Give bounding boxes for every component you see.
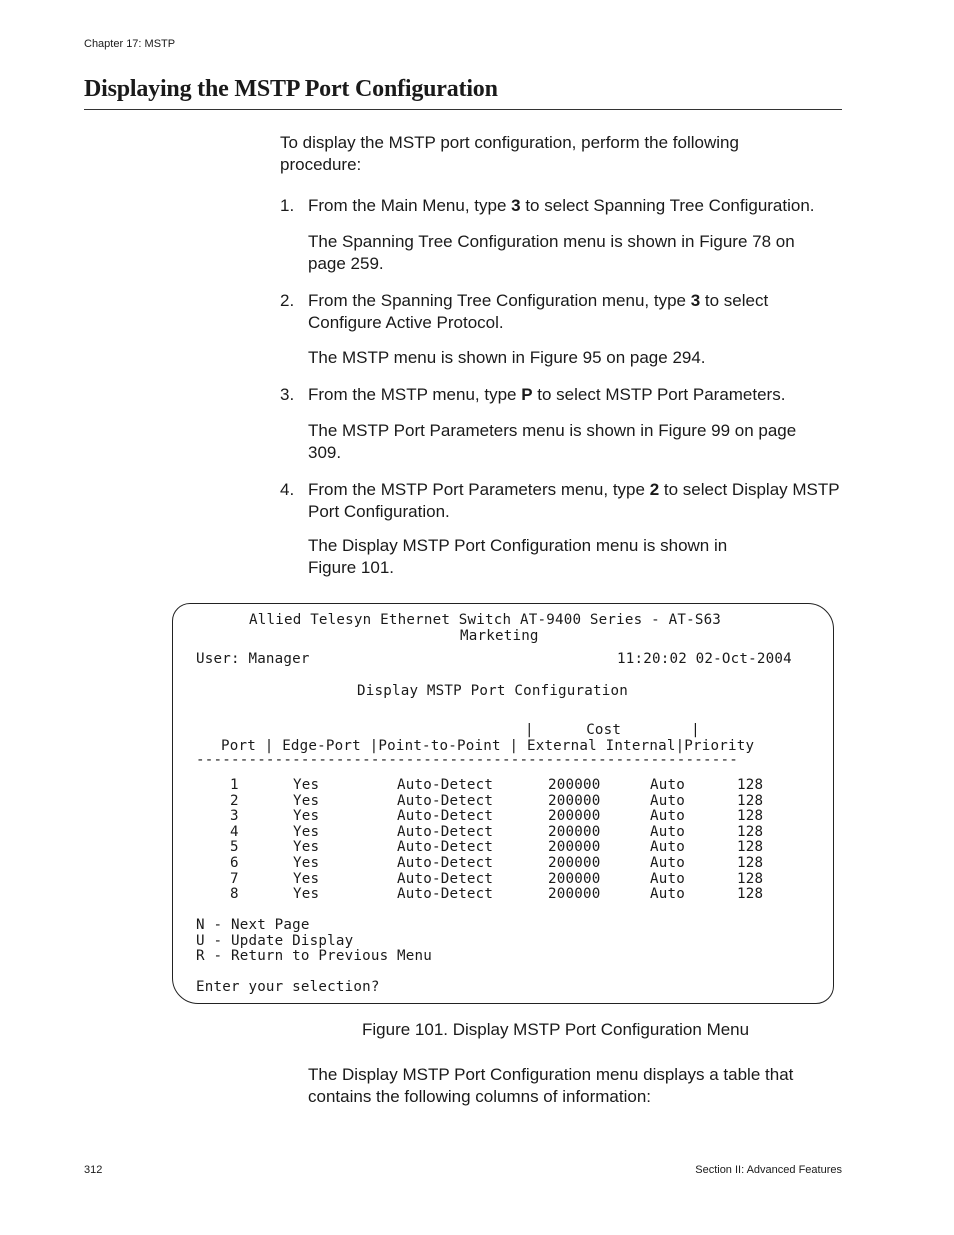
terminal-system-name: Marketing bbox=[460, 628, 539, 644]
internal-cost-cell: Auto bbox=[650, 855, 685, 871]
external-cost-cell: 200000 bbox=[548, 792, 601, 809]
port-cell: 4 bbox=[230, 823, 239, 840]
step-note: The Display MSTP Port Configuration menu is shown in Figure 101. bbox=[308, 536, 728, 577]
port-cell: 7 bbox=[230, 870, 239, 887]
port-cell: 2 bbox=[230, 792, 239, 809]
priority-cell: 128 bbox=[737, 792, 764, 809]
edge-port-cell: Yes bbox=[293, 808, 320, 825]
footer-section: Section II: Advanced Features bbox=[695, 1164, 842, 1176]
edge-port-cell: Yes bbox=[293, 886, 320, 903]
step-instruction: From the Spanning Tree Configuration menu, type 3 to select Configure Active Protocol. bbox=[308, 291, 769, 332]
point-to-point-cell: Auto-Detect bbox=[397, 886, 494, 903]
priority-cell: 128 bbox=[737, 886, 764, 903]
chapter-header: Chapter 17: MSTP bbox=[84, 38, 176, 50]
closing-paragraph: The Display MSTP Port Configuration menu displays a table that contains the following columns of information: bbox=[308, 1065, 794, 1106]
priority-cell: 128 bbox=[737, 823, 764, 840]
terminal-header-line: Allied Telesyn Ethernet Switch AT-9400 Series - AT-S63 bbox=[249, 612, 722, 628]
port-cell: 6 bbox=[230, 855, 239, 871]
step-instruction: From the MSTP Port Parameters menu, type 2 to select Display MSTP Port Configuration. bbox=[308, 480, 840, 521]
point-to-point-cell: Auto-Detect bbox=[397, 855, 494, 871]
terminal-column-group-header: | Cost | bbox=[525, 722, 700, 738]
step-number: 2. bbox=[280, 291, 295, 310]
section-title: Displaying the MSTP Port Configuration bbox=[84, 76, 498, 102]
step-note: The Spanning Tree Configuration menu is shown in Figure 78 on page 259. bbox=[308, 232, 795, 273]
point-to-point-cell: Auto-Detect bbox=[397, 823, 494, 840]
point-to-point-cell: Auto-Detect bbox=[397, 808, 494, 825]
terminal-option-update[interactable]: U - Update Display bbox=[196, 933, 354, 949]
terminal-column-headers: Port | Edge-Port |Point-to-Point | External Internal|Priority bbox=[221, 738, 755, 754]
intro-paragraph: To display the MSTP port configuration, perform the following procedure: bbox=[280, 133, 739, 174]
title-rule bbox=[84, 109, 842, 110]
terminal-datetime: 11:20:02 02-Oct-2004 bbox=[617, 651, 792, 667]
external-cost-cell: 200000 bbox=[548, 808, 601, 825]
point-to-point-cell: Auto-Detect bbox=[397, 792, 494, 809]
internal-cost-cell: Auto bbox=[650, 839, 685, 856]
edge-port-cell: Yes bbox=[293, 777, 320, 793]
internal-cost-cell: Auto bbox=[650, 823, 685, 840]
internal-cost-cell: Auto bbox=[650, 777, 685, 793]
step-number: 4. bbox=[280, 480, 295, 499]
priority-cell: 128 bbox=[737, 839, 764, 856]
priority-cell: 128 bbox=[737, 870, 764, 887]
edge-port-cell: Yes bbox=[293, 870, 320, 887]
point-to-point-cell: Auto-Detect bbox=[397, 777, 494, 793]
priority-cell: 128 bbox=[737, 777, 764, 793]
edge-port-cell: Yes bbox=[293, 839, 320, 856]
external-cost-cell: 200000 bbox=[548, 777, 601, 793]
step-instruction: From the Main Menu, type 3 to select Spanning Tree Configuration. bbox=[308, 196, 815, 215]
external-cost-cell: 200000 bbox=[548, 886, 601, 903]
port-cell: 3 bbox=[230, 808, 239, 825]
internal-cost-cell: Auto bbox=[650, 792, 685, 809]
port-cell: 5 bbox=[230, 839, 239, 856]
external-cost-cell: 200000 bbox=[548, 839, 601, 856]
terminal-option-next[interactable]: N - Next Page bbox=[196, 917, 310, 933]
point-to-point-cell: Auto-Detect bbox=[397, 870, 494, 887]
edge-port-cell: Yes bbox=[293, 855, 320, 871]
edge-port-cell: Yes bbox=[293, 792, 320, 809]
external-cost-cell: 200000 bbox=[548, 823, 601, 840]
step-number: 3. bbox=[280, 385, 295, 404]
terminal-menu-title: Display MSTP Port Configuration bbox=[357, 683, 628, 699]
figure-caption: Figure 101. Display MSTP Port Configuration Menu bbox=[362, 1020, 750, 1039]
priority-cell: 128 bbox=[737, 855, 764, 871]
terminal-user: User: Manager bbox=[196, 651, 310, 667]
step-number: 1. bbox=[280, 196, 295, 215]
port-cell: 8 bbox=[230, 886, 239, 903]
internal-cost-cell: Auto bbox=[650, 808, 685, 825]
terminal-divider: -------------------------------------------------------------- bbox=[196, 752, 738, 768]
internal-cost-cell: Auto bbox=[650, 886, 685, 903]
internal-cost-cell: Auto bbox=[650, 870, 685, 887]
step-note: The MSTP menu is shown in Figure 95 on page 294. bbox=[308, 348, 706, 367]
page-number: 312 bbox=[84, 1164, 103, 1176]
terminal-option-return[interactable]: R - Return to Previous Menu bbox=[196, 948, 433, 964]
external-cost-cell: 200000 bbox=[548, 870, 601, 887]
step-instruction: From the MSTP menu, type P to select MSTP Port Parameters. bbox=[308, 385, 786, 404]
external-cost-cell: 200000 bbox=[548, 855, 601, 871]
priority-cell: 128 bbox=[737, 808, 764, 825]
port-cell: 1 bbox=[230, 777, 239, 793]
edge-port-cell: Yes bbox=[293, 823, 320, 840]
step-note: The MSTP Port Parameters menu is shown in Figure 99 on page 309. bbox=[308, 421, 797, 462]
point-to-point-cell: Auto-Detect bbox=[397, 839, 494, 856]
terminal-prompt[interactable]: Enter your selection? bbox=[196, 979, 380, 995]
